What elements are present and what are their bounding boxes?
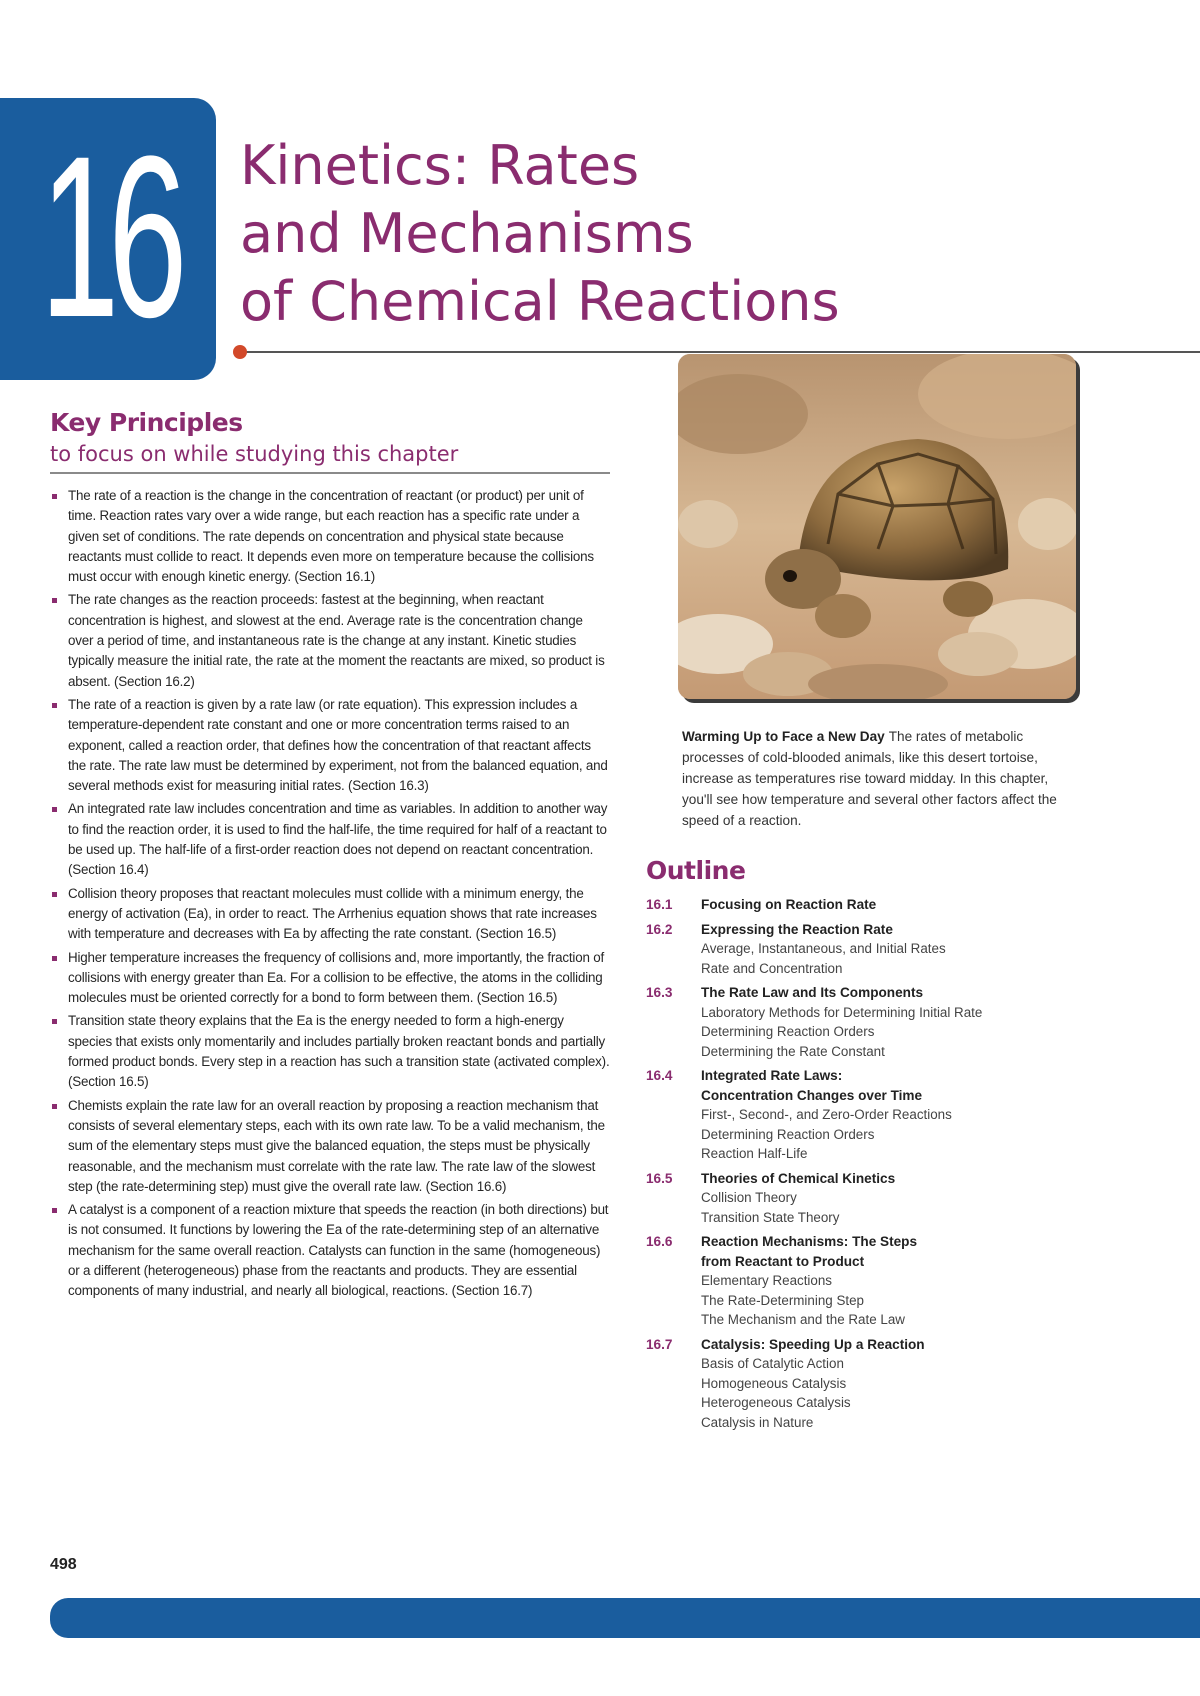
section-title: Concentration Changes over Time bbox=[701, 1087, 923, 1103]
key-principles-divider bbox=[50, 472, 610, 474]
section-subtopic: Determining the Rate Constant bbox=[701, 1043, 885, 1059]
section-title: Expressing the Reaction Rate bbox=[701, 921, 893, 937]
principle-item: Collision theory proposes that reactant molecules must collide with a minimum energy, the energy of activation (Ea), in order to react. The Arrhenius equation shows that rate increases with temperature and decreases with Ea by affecting the rate constant. (Section 16.5) bbox=[50, 884, 610, 945]
section-number: 16.3 bbox=[646, 985, 673, 1000]
section-title: The Rate Law and Its Components bbox=[701, 985, 924, 1000]
section-subtopic: Catalysis in Nature bbox=[701, 1414, 814, 1430]
outline-section bbox=[646, 1232, 1066, 1330]
chapter-title bbox=[240, 132, 940, 336]
section-subtopic: Collision Theory bbox=[701, 1190, 797, 1205]
chapter-title-line: and Mechanisms bbox=[240, 202, 694, 265]
chapter-title-line: of Chemical Reactions bbox=[240, 270, 840, 333]
title-divider bbox=[240, 351, 1200, 353]
outline-section bbox=[646, 1066, 1066, 1164]
chapter-number: 16 bbox=[40, 108, 177, 365]
section-title: Theories of Chemical Kinetics bbox=[701, 1170, 896, 1186]
principle-item: Higher temperature increases the frequency of collisions and, more importantly, the fraction of collisions with energy greater than Ea. For a collision to be effective, the atoms in the colliding molecules must be oriented correctly for a bond to form between them. (Section 16.5) bbox=[50, 948, 610, 1009]
principle-item: The rate of a reaction is given by a rate law (or rate equation). This expression includes a temperature-dependent rate constant and one or more concentration terms raised to an exponent, called a reaction order, that defines how the concentration of that reactant affects the rate. The rate law must be determined by experiment, not from the balanced equation, and several methods exist for measuring initial rates. (Section 16.3) bbox=[50, 695, 610, 796]
section-subtopic: Average, Instantaneous, and Initial Rates bbox=[701, 941, 946, 956]
principle-item: Transition state theory explains that the Ea is the energy needed to form a high-energy species that exists only momentarily and includes partially broken reactant bonds and partially formed product bonds. Every step in a reaction has such a transition state (activated complex). (Section 16.5) bbox=[50, 1011, 610, 1092]
principle-item: The rate of a reaction is the change in the concentration of reactant (or product) per unit of time. Reaction rates vary over a wide range, but each reaction has a specific rate under a given set of conditions. The rate depends on concentration and physical state because reactants must collide to react. It depends even more on temperature because the collisions must occur with enough kinetic energy. (Section 16.1) bbox=[50, 486, 610, 587]
caption-title: Warming Up to Face a New Day bbox=[682, 729, 885, 744]
section-number: 16.1 bbox=[646, 897, 673, 912]
section-subtopic: Transition State Theory bbox=[701, 1209, 840, 1225]
outline-list bbox=[646, 895, 1066, 1437]
principle-item: Chemists explain the rate law for an overall reaction by proposing a reaction mechanism that consists of several elementary steps, each with its own rate law. To be a valid mechanism, the sum of the elementary steps must give the balanced equation, the steps must be physically reasonable, and the mechanism must correlate with the rate law. The rate law of the slowest step (the rate-determining step) must give the overall rate law. (Section 16.6) bbox=[50, 1096, 610, 1197]
outline-section bbox=[646, 895, 1066, 915]
outline-section bbox=[646, 1169, 1066, 1228]
section-subtopic: The Mechanism and the Rate Law bbox=[701, 1312, 905, 1327]
section-subtopic: Reaction Half-Life bbox=[701, 1146, 808, 1161]
chapter-title-line: Kinetics: Rates bbox=[240, 134, 640, 197]
section-subtopic: Heterogeneous Catalysis bbox=[701, 1395, 851, 1410]
section-title: Focusing on Reaction Rate bbox=[701, 897, 877, 912]
section-subtopic: Elementary Reactions bbox=[701, 1273, 832, 1288]
section-title: Integrated Rate Laws: bbox=[701, 1068, 843, 1083]
page-number: 498 bbox=[50, 1556, 77, 1573]
photo-caption bbox=[682, 726, 1082, 831]
caption-text: The rates of metabolic processes of cold-blooded animals, like this desert tortoise, increase as temperatures rise toward midday. In this chapter, you'll see how temperature and several other factors affect the speed of a reaction. bbox=[682, 729, 1057, 828]
principle-item: A catalyst is a component of a reaction mixture that speeds the reaction (in both directions) but is not consumed. It functions by lowering the Ea of the rate-determining step of an alternative mechanism for the same overall reaction. Catalysts can function in the same (homogeneous) or a different (heterogeneous) phase from the reactants and products. They are essential components of many industrial, and nearly all biological, reactions. (Section 16.7) bbox=[50, 1200, 610, 1301]
section-subtopic: First-, Second-, and Zero-Order Reactions bbox=[701, 1107, 952, 1122]
outline-heading: Outline bbox=[646, 856, 746, 885]
section-number: 16.4 bbox=[646, 1068, 673, 1083]
section-title: Catalysis: Speeding Up a Reaction bbox=[701, 1336, 925, 1352]
key-principles-subheading: to focus on while studying this chapter bbox=[50, 442, 459, 466]
section-subtopic: Laboratory Methods for Determining Initial Rate bbox=[701, 1004, 983, 1020]
divider-dot-icon bbox=[233, 345, 247, 359]
section-subtopic: Homogeneous Catalysis bbox=[701, 1375, 847, 1391]
section-subtopic: Basis of Catalytic Action bbox=[701, 1356, 844, 1371]
outline-section bbox=[646, 1335, 1066, 1433]
tortoise-photo bbox=[678, 354, 1076, 699]
key-principles-heading: Key Principles bbox=[50, 408, 243, 437]
section-subtopic: Rate and Concentration bbox=[701, 960, 843, 976]
section-number: 16.5 bbox=[646, 1170, 673, 1186]
section-number: 16.6 bbox=[646, 1234, 673, 1249]
section-subtopic: Determining Reaction Orders bbox=[701, 1024, 875, 1039]
outline-section bbox=[646, 920, 1066, 979]
tortoise-illustration-icon bbox=[678, 354, 1076, 699]
section-number: 16.2 bbox=[646, 921, 673, 937]
outline-section bbox=[646, 983, 1066, 1061]
footer-bar bbox=[50, 1598, 1200, 1638]
principle-item: The rate changes as the reaction proceeds: fastest at the beginning, when reactant concentration is highest, and slowest at the end. Average rate is the concentration change over a period of time, and instantaneous rate is the change at any instant. Kinetic studies typically measure the initial rate, the rate at the moment the reactants are mixed, so product is absent. (Section 16.2) bbox=[50, 590, 610, 691]
principle-item: An integrated rate law includes concentration and time as variables. In addition to another way to find the reaction order, it is used to find the half-life, the time required for half of a reactant to be used up. The half-life of a first-order reaction does not depend on reactant concentration. (Section 16.4) bbox=[50, 799, 610, 880]
section-subtopic: The Rate-Determining Step bbox=[701, 1292, 864, 1308]
section-subtopic: Determining Reaction Orders bbox=[701, 1126, 875, 1142]
section-number: 16.7 bbox=[646, 1336, 673, 1352]
section-title: Reaction Mechanisms: The Steps bbox=[701, 1234, 918, 1249]
section-title: from Reactant to Product bbox=[701, 1253, 865, 1269]
key-principles-list bbox=[50, 486, 610, 1305]
